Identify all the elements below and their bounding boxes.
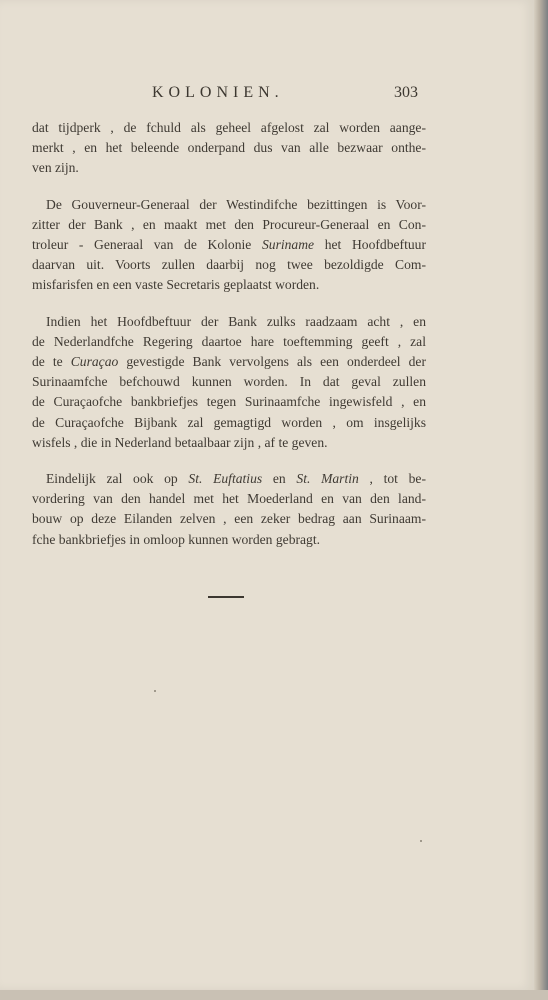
text-line: troleur - Generaal van de Kolonie Suriname het Hoofdbeftuur <box>32 237 426 253</box>
text-line: de Curaçaofche Bijbank zal gemagtigd worden , om insgelijks <box>32 414 426 430</box>
text-line: fche bankbriefjes in omloop kunnen worden gebragt. <box>32 531 321 547</box>
text-line: Indien het Hoofdbeftuur der Bank zulks raadzaam acht , en <box>46 313 426 329</box>
paragraph <box>32 469 426 550</box>
text-line: zitter der Bank , en maakt met den Procureur-Generaal en Con- <box>32 216 426 232</box>
text-line: Eindelijk zal ook op St. Euftatius en St. Martin , tot be- <box>46 471 426 487</box>
text-line: daarvan uit. Voorts zullen daarbij nog twee bezoldigde Com- <box>32 257 426 273</box>
text-line: vordering van den handel met het Moederland en van den land- <box>32 491 426 507</box>
text-line: dat tijdperk , de fchuld als geheel afgelost zal worden aange- <box>32 120 426 135</box>
text-line: misfarisfen en een vaste Secretaris geplaatst worden. <box>32 277 320 293</box>
italic-text: Curaçao <box>70 354 119 370</box>
text-line: wisfels , die in Nederland betaalbaar zijn , af te geven. <box>32 434 328 450</box>
text-line: de Curaçaofche bankbriefjes tegen Surinaamfche ingewisfeld , en <box>32 394 426 410</box>
page-bottom-edge <box>0 990 548 1000</box>
page-header <box>40 84 440 106</box>
text-line: de te Curaçao gevestigde Bank vervolgens als een onderdeel der <box>32 354 426 370</box>
italic-text: St. Euftatius <box>188 471 263 487</box>
paragraph <box>32 312 426 453</box>
page-number: 303 <box>394 84 418 101</box>
text-line: merkt , en het beleende onderpand dus van alle bezwaar onthe- <box>32 140 426 156</box>
paragraph <box>32 118 426 179</box>
page-edge <box>534 0 548 1000</box>
body-text <box>32 118 426 566</box>
italic-text: St. Martin <box>296 471 359 487</box>
text-line: De Gouverneur-Generaal der Westindifche bezittingen is Voor- <box>46 196 426 212</box>
running-head: KOLONIEN. <box>152 84 284 101</box>
text-line: bouw op deze Eilanden zelven , een zeker bedrag aan Surinaam- <box>32 511 426 527</box>
text-line: Surinaamfche befchouwd kunnen worden. In dat geval zullen <box>32 374 426 390</box>
section-end-rule <box>208 596 244 598</box>
text-line: ven zijn. <box>32 160 79 176</box>
paper-speck <box>154 690 156 692</box>
paper-speck <box>420 840 422 842</box>
text-line: de Nederlandfche Regering daartoe hare toeftemming geeft , zal <box>32 333 426 349</box>
paragraph <box>32 195 426 296</box>
italic-text: Suriname <box>261 237 315 253</box>
